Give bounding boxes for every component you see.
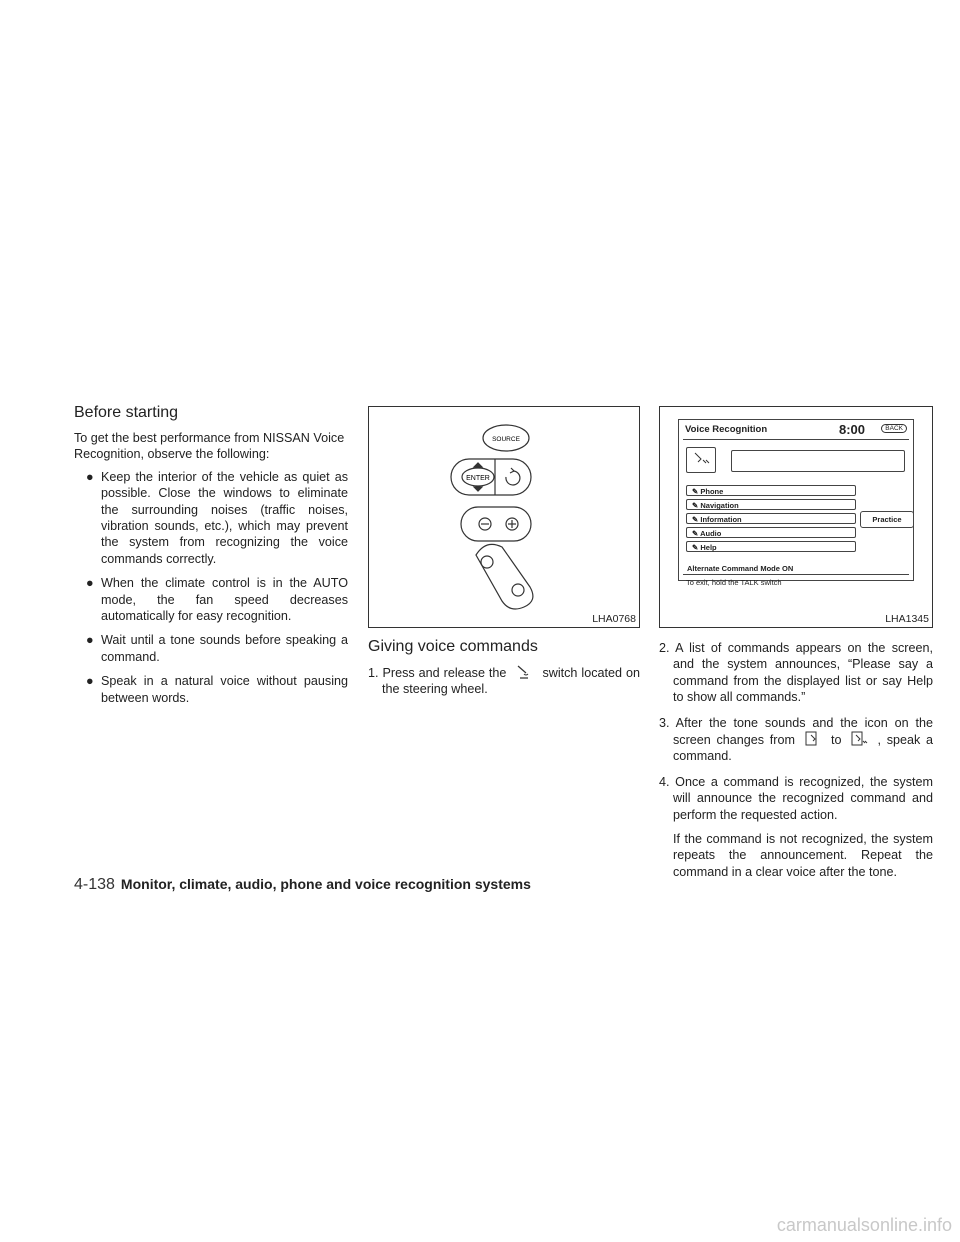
chapter-title: Monitor, climate, audio, phone and voice recognition systems: [120, 876, 531, 892]
figure-code: LHA1345: [885, 613, 929, 625]
steering-switch-figure: [368, 406, 640, 628]
microphone-icon: [686, 447, 716, 473]
section-heading: Giving voice commands: [368, 638, 538, 655]
bullet-icon: ●: [86, 633, 94, 648]
list-item: ✎ Navigation: [686, 499, 856, 510]
watermark: carmanualsonline.info: [776, 1215, 952, 1235]
list-item: 4. Once a command is recognized, the system will announce the recognized command and perform the requested action. If the command is not recognized, the system repeats the announcement. Repeat the command in a clear voice after the tone.: [659, 774, 933, 879]
voice-recognition-screen: [678, 419, 914, 587]
voice-recognition-screen-figure: [659, 406, 933, 628]
list-item: ✎ Phone: [686, 485, 856, 496]
voice-recognition-section: [659, 406, 933, 889]
giving-commands-section: [368, 406, 640, 707]
practice-button: Practice: [860, 511, 914, 528]
microphone-off-icon: [803, 731, 823, 747]
alternate-mode-status: Alternate Command Mode ON: [687, 564, 794, 573]
before-starting-section: [74, 404, 348, 714]
back-button: BACK: [881, 424, 907, 433]
source-button-label: SOURCE: [492, 436, 520, 443]
talk-switch-icon: [514, 664, 534, 680]
list-item: 2. A list of commands appears on the screen, and the system announces, “Please say a command from the displayed list or say Help to show all commands.”: [659, 641, 933, 705]
steps-list: [368, 664, 640, 698]
list-item: ● When the climate control is in the AUTO mode, the fan speed decreases automatically for easy recognition.: [86, 576, 348, 624]
microphone-on-icon: [850, 731, 870, 747]
list-item: ✎ Audio: [686, 527, 856, 538]
page-footer: [74, 876, 531, 894]
list-item: 1. Press and release the switch located on the steering wheel.: [368, 666, 641, 697]
screen-title: Voice Recognition: [685, 424, 768, 435]
clock-readout: 8:00: [838, 422, 865, 437]
steps-list: [659, 640, 933, 880]
exit-hint: To exit, hold the TALK switch: [683, 574, 909, 590]
list-item: ✎ Information: [686, 513, 856, 524]
tips-list: [74, 469, 348, 706]
list-item: ● Wait until a tone sounds before speaking a command.: [86, 633, 348, 664]
step-note: If the command is not recognized, the system repeats the announcement. Repeat the command in a clear voice after the tone.: [673, 832, 933, 879]
bullet-icon: ●: [86, 674, 94, 689]
list-item: 3. After the tone sounds and the icon on the screen changes from to , speak a command.: [659, 715, 933, 764]
list-item: ● Keep the interior of the vehicle as quiet as possible. Close the windows to eliminate the surrounding noises (traffic noises, vibration sounds, etc.), which may prevent the system from recognizing the voice commands correctly.: [86, 469, 348, 566]
bullet-icon: ●: [86, 576, 94, 591]
section-heading: Before starting: [74, 404, 179, 421]
enter-button-label: ENTER: [466, 475, 490, 482]
intro-text: To get the best performance from NISSAN Voice Recognition, observe the following:: [74, 431, 345, 462]
list-item: ● Speak in a natural voice without pausing between words.: [86, 674, 348, 705]
list-item: ✎ Help: [686, 541, 856, 552]
recognition-text-field: [731, 450, 905, 472]
steering-switch-illustration: [369, 407, 639, 627]
bullet-icon: ●: [86, 469, 94, 484]
figure-code: LHA0768: [592, 613, 636, 625]
page-number: 4-138: [74, 876, 115, 893]
